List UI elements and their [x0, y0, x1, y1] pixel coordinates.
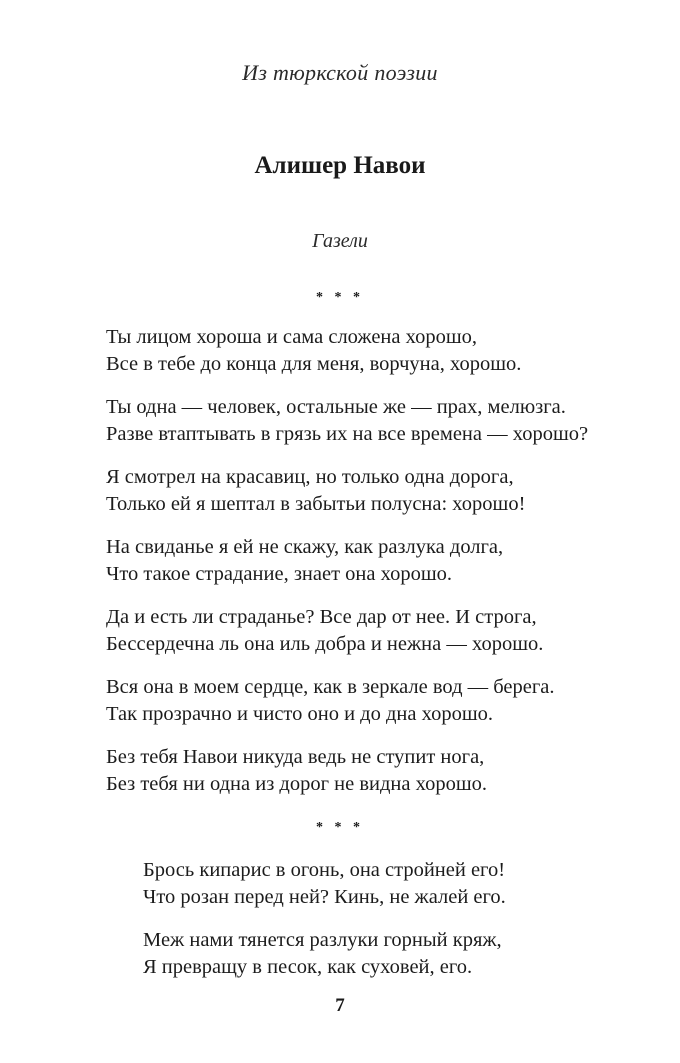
stanza — [143, 927, 506, 981]
poem-line: Вся она в моем сердце, как в зеркале вод — берега. — [106, 676, 555, 698]
poem-line: Разве втаптывать в грязь их на все времена — хорошо? — [106, 423, 589, 445]
poem-line: На свиданье я ей не скажу, как разлука долга, — [106, 536, 504, 558]
poem-line: Я смотрел на красавиц, но только одна дорога, — [106, 466, 514, 488]
separator-asterisks: * * * — [316, 820, 364, 835]
stanza — [143, 857, 506, 911]
stanza — [106, 324, 588, 378]
stanza — [106, 744, 588, 798]
stanza — [106, 604, 588, 658]
poem-ghazal-1 — [106, 324, 588, 814]
stanza — [106, 674, 588, 728]
author-name: Алишер Навои — [254, 152, 426, 179]
poem-line: Брось кипарис в огонь, она стройней его! — [143, 859, 506, 881]
poem-line: Так прозрачно и чисто оно и до дна хорошо. — [106, 703, 493, 725]
poem-line: Без тебя ни одна из дорог не видна хорошо. — [106, 773, 487, 795]
poem-line: Что такое страдание, знает она хорошо. — [106, 563, 452, 585]
poem-line: Все в тебе до конца для меня, ворчуна, хорошо. — [106, 353, 522, 375]
subtitle: Газели — [312, 230, 368, 252]
section-title: Из тюркской поэзии — [242, 60, 438, 85]
poem-line: Ты одна — человек, остальные же — прах, мелюзга. — [106, 396, 566, 418]
poem-line: Что розан перед ней? Кинь, не жалей его. — [143, 886, 506, 908]
poem-line: Без тебя Навои никуда ведь не ступит нога, — [106, 746, 485, 768]
stanza — [106, 394, 588, 448]
page-number: 7 — [335, 995, 345, 1016]
poem-line: Да и есть ли страданье? Все дар от нее. И строга, — [106, 606, 537, 628]
poem-line: Только ей я шептал в забытьи полусна: хорошо! — [106, 493, 526, 515]
poem-ghazal-2 — [143, 857, 506, 997]
poem-line: Ты лицом хороша и сама сложена хорошо, — [106, 326, 477, 348]
stanza — [106, 534, 588, 588]
stanza — [106, 464, 588, 518]
poem-line: Бессердечна ль она иль добра и нежна — хорошо. — [106, 633, 544, 655]
poem-line: Я превращу в песок, как суховей, его. — [143, 956, 473, 978]
separator-asterisks: * * * — [316, 290, 364, 305]
poem-line: Меж нами тянется разлуки горный кряж, — [143, 929, 502, 951]
